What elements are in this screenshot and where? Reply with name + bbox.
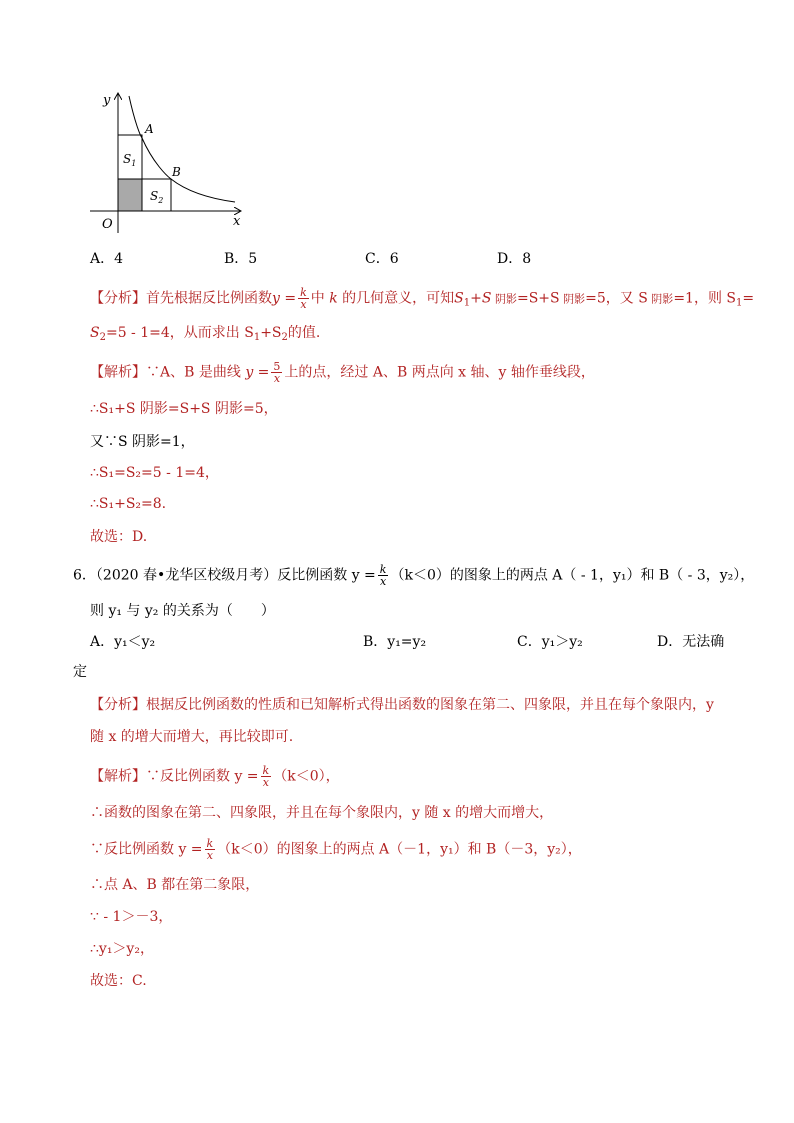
- q6-step1: ∴函数的图象在第二、四象限，并且在每个象限内，y 随 x 的增大而增大，: [90, 805, 554, 821]
- choice-c[interactable]: C．y₁＞y₂: [517, 634, 583, 650]
- q5-analysis-line1: 【分析】首先根据反比例函数y = $\frac{k}{x}$ 中 k 的几何意义，可知$S_1+S$ 阴影=S+S 阴影=5，又 S 阴影=1，则 $S_1=$: [90, 286, 755, 311]
- hyperbola-figure: [85, 88, 255, 238]
- q5-solution-line1: 【解析】∵A、B 是曲线 y = $\frac{5}{x}$ 上的点，经过 A、B 两点向 x 轴、y 轴作垂线段，: [90, 360, 595, 385]
- q5-step1: ∴S₁+S 阴影=S+S 阴影=5，: [90, 401, 278, 417]
- choice-b[interactable]: B．y₁=y₂: [363, 634, 427, 650]
- origin-label: O: [102, 217, 113, 232]
- fraction: $\frac{k}{x}$: [300, 286, 307, 311]
- q6-step4: ∵ - 1＞－3，: [90, 909, 173, 925]
- choice-d-wrap: 定: [73, 664, 87, 680]
- choice-b[interactable]: B．5: [224, 251, 258, 267]
- q6-analysis-line1: 【分析】根据反比例函数的性质和已知解析式得出函数的图象在第二、四象限，并且在每个象限内，y: [90, 697, 714, 713]
- choice-a[interactable]: A．4: [90, 251, 124, 267]
- fraction: $\frac{k}{x}$: [379, 563, 387, 588]
- q6-stem-line1: 6．（2020 春•龙华区校级月考）反比例函数 y = $\frac{k}{x}$ （k＜0）的图象上的两点 A（ - 1，y₁）和 B（ - 3，y₂），: [73, 563, 755, 588]
- q6-step2: ∵反比例函数 y = $\frac{k}{x}$ （k＜0）的图象上的两点 A（－1，y₁）和 B（－3，y₂），: [90, 837, 582, 862]
- x-axis-label: x: [233, 214, 241, 229]
- choice-c[interactable]: C．6: [365, 251, 399, 267]
- q5-step2: 又∵S 阴影=1，: [90, 434, 195, 450]
- hyperbola-curve: [129, 96, 235, 202]
- q5-answer: 故选：D.: [90, 529, 148, 545]
- s1-label: $S_1$: [123, 152, 137, 168]
- q6-step5: ∴y₁＞y₂，: [90, 941, 154, 957]
- choice-a[interactable]: A．y₁＜y₂: [90, 634, 156, 650]
- fraction: $\frac{k}{x}$: [262, 764, 270, 789]
- choice-d[interactable]: D．8: [497, 251, 532, 267]
- solution-tag: 【解析】: [90, 364, 146, 381]
- q5-step4: ∴S₁+S₂=8.: [90, 496, 167, 512]
- q6-solution-line1: 【解析】∵反比例函数 y = $\frac{k}{x}$ （k＜0），: [90, 764, 340, 789]
- q5-analysis-line2: $S_2=5 - 1=4$，从而求出 $S_1+S_2$的值.: [90, 325, 321, 343]
- s2-label: $S_2$: [150, 189, 164, 205]
- point-a-label: A: [145, 122, 154, 136]
- shaded-region: [118, 179, 142, 211]
- q6-stem-line2: 则 y₁ 与 y₂ 的关系为（ ）: [90, 603, 275, 619]
- fraction: $\frac{5}{x}$: [273, 360, 281, 385]
- q6-step3: ∴点 A、B 都在第二象限，: [90, 877, 260, 893]
- q6-analysis-line2: 随 x 的增大而增大，再比较即可.: [90, 729, 294, 745]
- choice-d[interactable]: D．无法确: [657, 634, 725, 650]
- analysis-tag: 【分析】: [90, 290, 146, 307]
- y-axis-label: y: [103, 93, 111, 108]
- q6-answer: 故选：C.: [90, 973, 147, 989]
- q5-step3: ∴S₁=S₂=5 - 1=4，: [90, 465, 219, 481]
- fraction: $\frac{k}{x}$: [206, 837, 214, 862]
- point-b-label: B: [172, 165, 181, 179]
